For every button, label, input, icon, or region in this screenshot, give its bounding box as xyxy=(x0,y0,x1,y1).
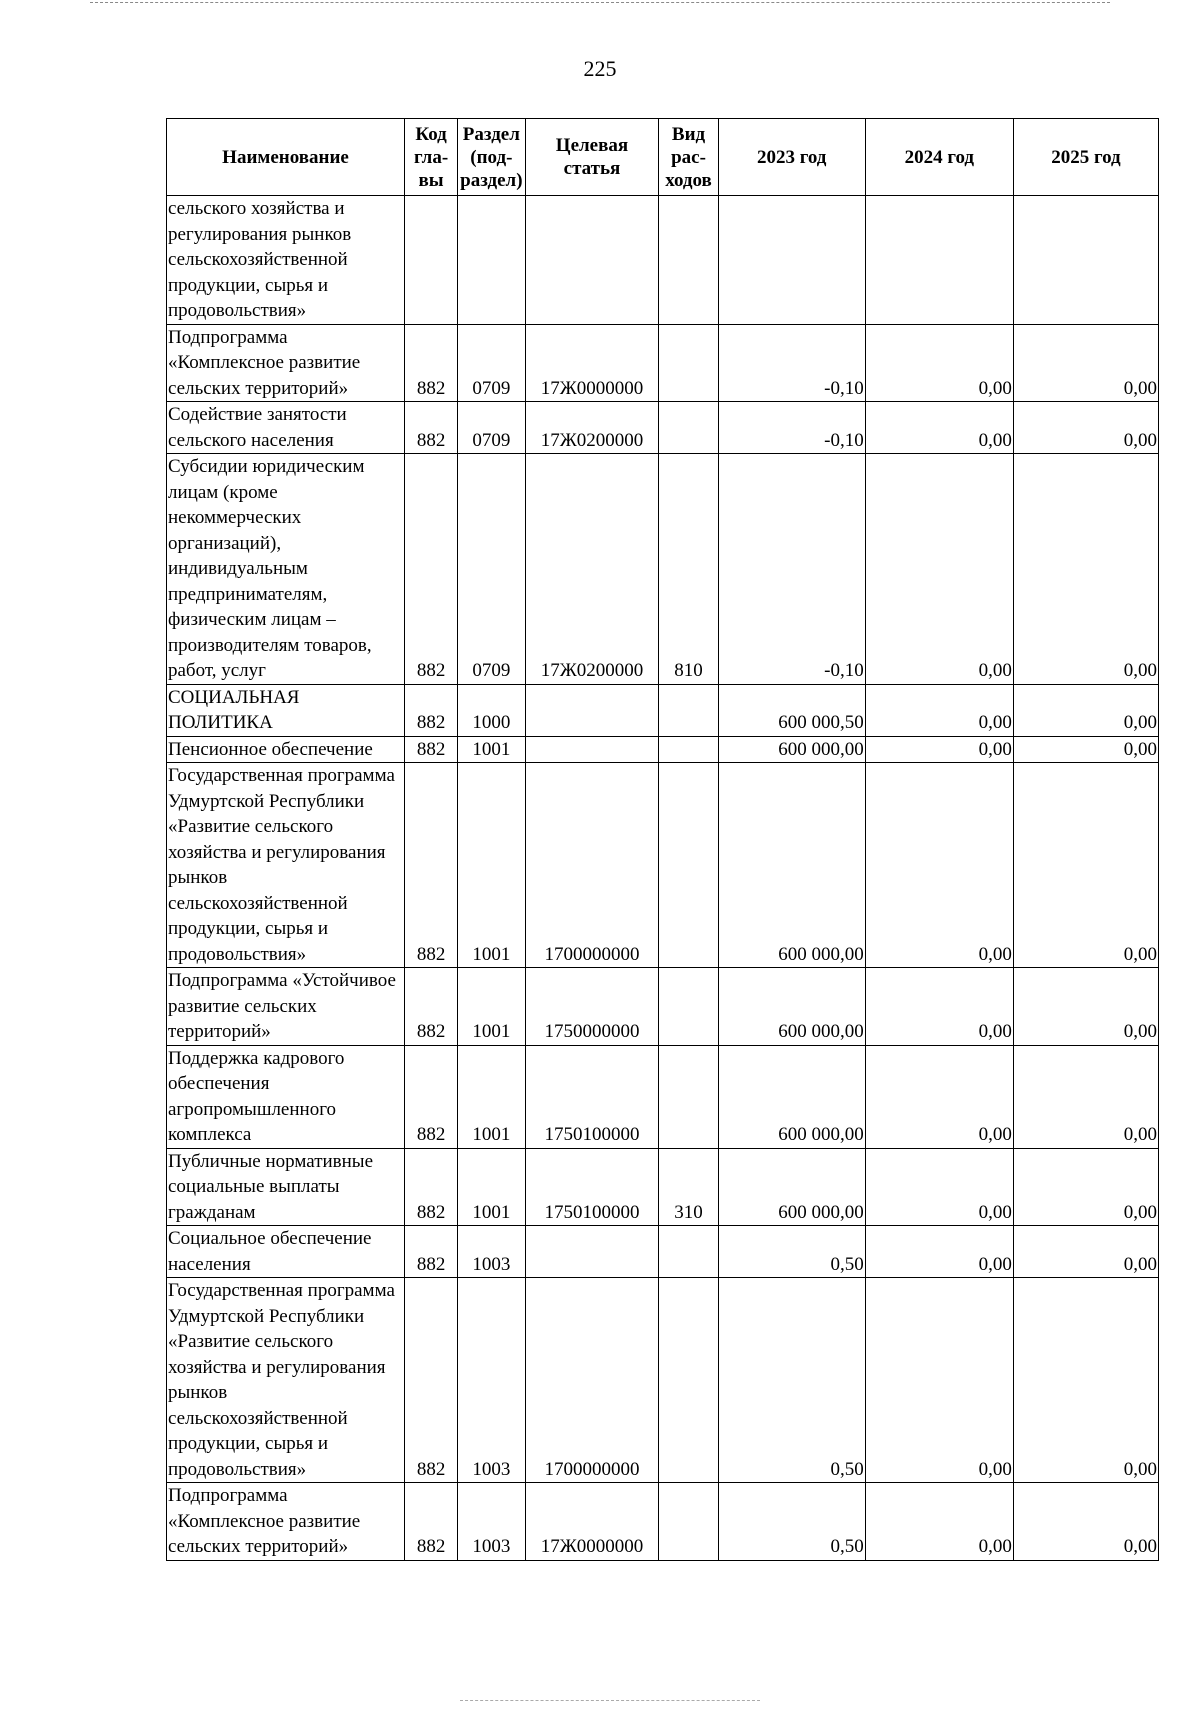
row-target: 17Ж0200000 xyxy=(525,402,659,454)
row-2025: 0,00 xyxy=(1013,324,1158,402)
row-section: 0709 xyxy=(458,402,525,454)
table-body xyxy=(167,196,1159,1561)
table-header-row xyxy=(167,119,1159,196)
header-2025: 2025 год xyxy=(1013,119,1158,196)
row-name: Поддержка кадрового обеспечения агропромышленного комплекса xyxy=(167,1045,405,1148)
row-2025: 0,00 xyxy=(1013,684,1158,736)
row-code: 882 xyxy=(405,1226,458,1278)
row-section: 1000 xyxy=(458,684,525,736)
row-kind: 810 xyxy=(659,454,718,685)
row-target: 1700000000 xyxy=(525,763,659,968)
row-2025: 0,00 xyxy=(1013,402,1158,454)
row-kind xyxy=(659,684,718,736)
row-section: 0709 xyxy=(458,454,525,685)
row-kind xyxy=(659,1045,718,1148)
row-2024: 0,00 xyxy=(865,1226,1013,1278)
row-2025: 0,00 xyxy=(1013,1278,1158,1483)
row-code: 882 xyxy=(405,1278,458,1483)
row-kind xyxy=(659,1483,718,1561)
row-section: 0709 xyxy=(458,324,525,402)
scan-edge-rule xyxy=(90,2,1110,4)
row-section: 1001 xyxy=(458,763,525,968)
row-code: 882 xyxy=(405,402,458,454)
table-row xyxy=(167,1148,1159,1226)
row-section: 1001 xyxy=(458,736,525,763)
row-2025: 0,00 xyxy=(1013,1148,1158,1226)
row-section: 1003 xyxy=(458,1278,525,1483)
row-kind xyxy=(659,736,718,763)
table-row xyxy=(167,736,1159,763)
row-name: Государственная программа Удмуртской Республики «Развитие сельского хозяйства и регулирования рынков сельскохозяйственной продукции, сырья и продовольствия» xyxy=(167,1278,405,1483)
row-kind: 310 xyxy=(659,1148,718,1226)
row-section: 1001 xyxy=(458,968,525,1046)
row-2023: 0,50 xyxy=(718,1226,865,1278)
row-name: Субсидии юридическим лицам (кроме некоммерческих организаций), индивидуальным предпринимателям, физическим лицам – производителям товаров, работ, услуг xyxy=(167,454,405,685)
row-target: 1750100000 xyxy=(525,1045,659,1148)
table-row xyxy=(167,1045,1159,1148)
header-target: Целевая статья xyxy=(525,119,659,196)
row-kind xyxy=(659,1226,718,1278)
row-2023: -0,10 xyxy=(718,324,865,402)
row-name: Подпрограмма «Устойчивое развитие сельских территорий» xyxy=(167,968,405,1046)
row-kind xyxy=(659,402,718,454)
row-name: Государственная программа Удмуртской Республики «Развитие сельского хозяйства и регулирования рынков сельскохозяйственной продукции, сырья и продовольствия» xyxy=(167,763,405,968)
row-name: сельского хозяйства и регулирования рынков сельскохозяйственной продукции, сырья и продовольствия» xyxy=(167,196,405,325)
row-name: Подпрограмма «Комплексное развитие сельских территорий» xyxy=(167,1483,405,1561)
scan-edge-rule xyxy=(460,1700,760,1702)
row-kind xyxy=(659,968,718,1046)
row-section: 1003 xyxy=(458,1483,525,1561)
row-2023: 600 000,00 xyxy=(718,968,865,1046)
row-2023: 600 000,00 xyxy=(718,736,865,763)
row-name: СОЦИАЛЬНАЯ ПОЛИТИКА xyxy=(167,684,405,736)
header-name: Наименование xyxy=(167,119,405,196)
header-section: Раздел (под- раздел) xyxy=(458,119,525,196)
row-target: 1750000000 xyxy=(525,968,659,1046)
row-code: 882 xyxy=(405,684,458,736)
row-target xyxy=(525,684,659,736)
row-section: 1003 xyxy=(458,1226,525,1278)
header-2023: 2023 год xyxy=(718,119,865,196)
row-section: 1001 xyxy=(458,1148,525,1226)
row-2024 xyxy=(865,196,1013,325)
row-2025: 0,00 xyxy=(1013,736,1158,763)
row-target xyxy=(525,1226,659,1278)
row-2025: 0,00 xyxy=(1013,1045,1158,1148)
table-row xyxy=(167,968,1159,1046)
row-2023: -0,10 xyxy=(718,402,865,454)
row-2024: 0,00 xyxy=(865,402,1013,454)
row-2025: 0,00 xyxy=(1013,1483,1158,1561)
row-2024: 0,00 xyxy=(865,454,1013,685)
row-section: 1001 xyxy=(458,1045,525,1148)
row-target: 17Ж0200000 xyxy=(525,454,659,685)
row-2023: 600 000,00 xyxy=(718,1148,865,1226)
row-code: 882 xyxy=(405,454,458,685)
row-2024: 0,00 xyxy=(865,1045,1013,1148)
row-2025: 0,00 xyxy=(1013,454,1158,685)
table-row xyxy=(167,684,1159,736)
row-2025: 0,00 xyxy=(1013,1226,1158,1278)
table-row xyxy=(167,1483,1159,1561)
row-2023 xyxy=(718,196,865,325)
header-code: Код гла- вы xyxy=(405,119,458,196)
row-code: 882 xyxy=(405,968,458,1046)
row-kind xyxy=(659,1278,718,1483)
header-kind: Вид рас- ходов xyxy=(659,119,718,196)
row-2023: 0,50 xyxy=(718,1483,865,1561)
row-2023: 600 000,00 xyxy=(718,1045,865,1148)
row-name: Пенсионное обеспечение xyxy=(167,736,405,763)
header-2024: 2024 год xyxy=(865,119,1013,196)
row-section xyxy=(458,196,525,325)
table-row xyxy=(167,402,1159,454)
row-2023: -0,10 xyxy=(718,454,865,685)
table-row xyxy=(167,324,1159,402)
row-name: Социальное обеспечение населения xyxy=(167,1226,405,1278)
table-row xyxy=(167,454,1159,685)
row-2023: 0,50 xyxy=(718,1278,865,1483)
row-code: 882 xyxy=(405,763,458,968)
row-target: 1700000000 xyxy=(525,1278,659,1483)
page-number: 225 xyxy=(583,56,617,81)
row-2024: 0,00 xyxy=(865,1278,1013,1483)
row-2025: 0,00 xyxy=(1013,763,1158,968)
row-name: Публичные нормативные социальные выплаты гражданам xyxy=(167,1148,405,1226)
row-2024: 0,00 xyxy=(865,1148,1013,1226)
row-code: 882 xyxy=(405,1148,458,1226)
row-kind xyxy=(659,324,718,402)
row-code: 882 xyxy=(405,1483,458,1561)
row-2025 xyxy=(1013,196,1158,325)
row-2024: 0,00 xyxy=(865,1483,1013,1561)
row-2024: 0,00 xyxy=(865,324,1013,402)
row-target xyxy=(525,196,659,325)
row-kind xyxy=(659,763,718,968)
table-row xyxy=(167,1226,1159,1278)
row-2023: 600 000,00 xyxy=(718,763,865,968)
row-2024: 0,00 xyxy=(865,684,1013,736)
row-code: 882 xyxy=(405,1045,458,1148)
row-2024: 0,00 xyxy=(865,968,1013,1046)
table-row xyxy=(167,1278,1159,1483)
row-code xyxy=(405,196,458,325)
row-target: 17Ж0000000 xyxy=(525,324,659,402)
budget-table xyxy=(166,118,1159,1561)
row-code: 882 xyxy=(405,324,458,402)
row-2024: 0,00 xyxy=(865,763,1013,968)
table-row xyxy=(167,763,1159,968)
row-2025: 0,00 xyxy=(1013,968,1158,1046)
row-2023: 600 000,50 xyxy=(718,684,865,736)
row-kind xyxy=(659,196,718,325)
row-name: Содействие занятости сельского населения xyxy=(167,402,405,454)
row-target xyxy=(525,736,659,763)
row-2024: 0,00 xyxy=(865,736,1013,763)
table-row xyxy=(167,196,1159,325)
row-code: 882 xyxy=(405,736,458,763)
row-target: 17Ж0000000 xyxy=(525,1483,659,1561)
row-name: Подпрограмма «Комплексное развитие сельских территорий» xyxy=(167,324,405,402)
row-target: 1750100000 xyxy=(525,1148,659,1226)
